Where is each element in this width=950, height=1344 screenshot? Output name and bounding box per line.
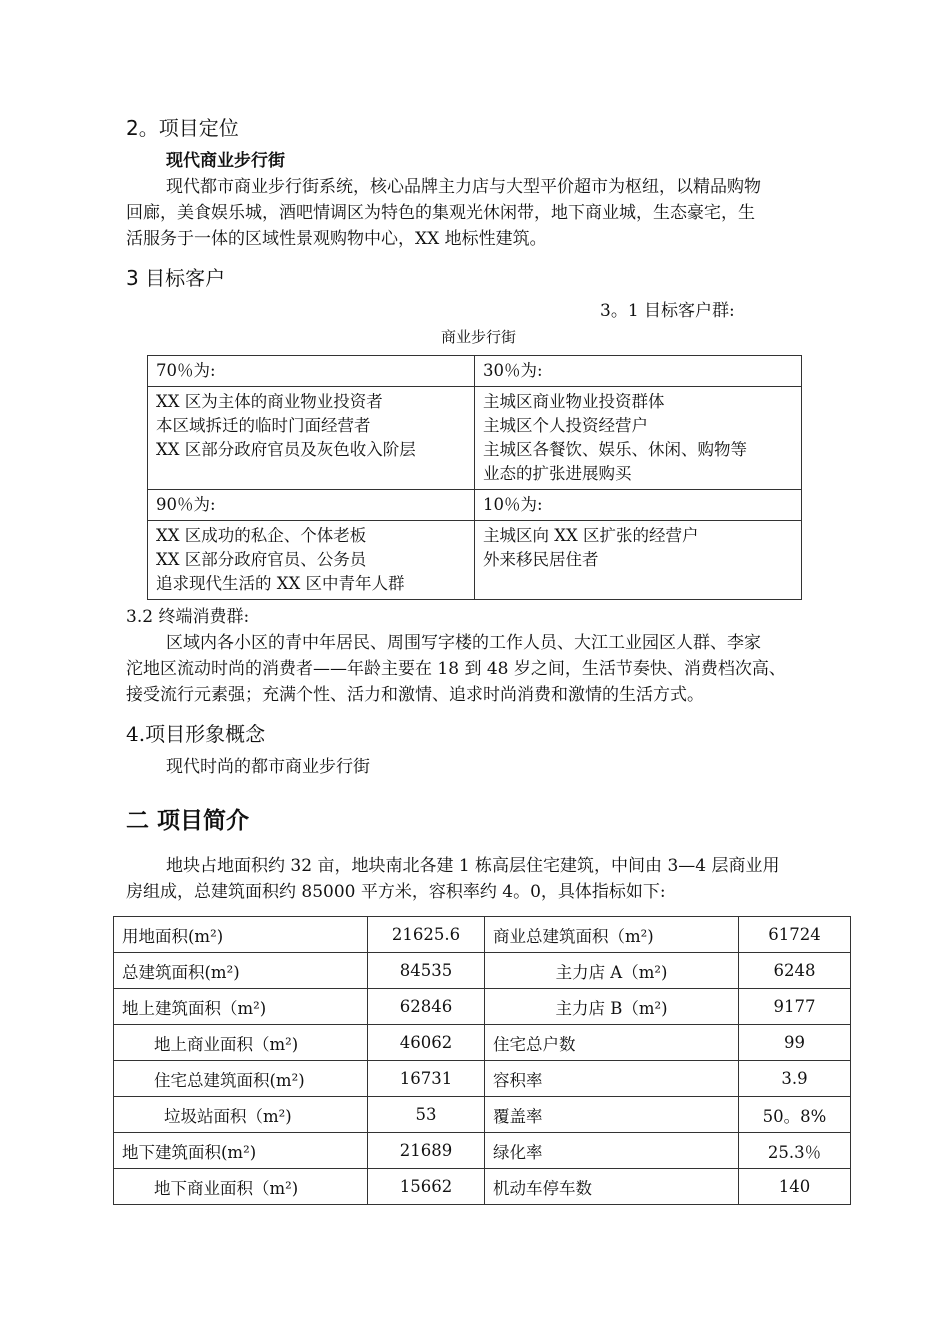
section-heading: 4.项目形象概念 (126, 722, 266, 746)
table-cell: 地下建筑面积(m²) (114, 1133, 368, 1169)
table-cell: 住宅总户数 (485, 1025, 739, 1061)
table-cell: 61724 (739, 917, 851, 953)
table-cell-line: 外来移民居住者 (483, 550, 599, 569)
table-row (114, 917, 851, 953)
table-cell: 25.3％ (739, 1133, 851, 1169)
table-cell: 主力店 B（m²) (485, 989, 739, 1025)
subheading: 现代商业步行街 (166, 151, 285, 171)
table-cell: 140 (739, 1169, 851, 1205)
table-row (114, 1025, 851, 1061)
target-customer-table (147, 355, 802, 600)
table-cell: 绿化率 (485, 1133, 739, 1169)
table-cell: 机动车停车数 (485, 1169, 739, 1205)
part-heading: 二 项目简介 (126, 808, 250, 834)
paragraph-line: 接受流行元素强；充满个性、活力和激情、追求时尚消费和激情的生活方式。 (126, 685, 704, 705)
table-cell: 21625.6 (368, 917, 485, 953)
table-cell-line: 业态的扩张进展购买 (483, 464, 632, 483)
table-cell: 70％为: (156, 361, 216, 380)
paragraph-line: 活服务于一体的区域性景观购物中心，XX 地标性建筑。 (126, 229, 547, 249)
paragraph-line: 地块占地面积约 32 亩，地块南北各建 1 栋高层住宅建筑，中间由 3—4 层商业用 (166, 856, 780, 876)
table-row (148, 356, 802, 387)
table-cell-line: 追求现代生活的 XX 区中青年人群 (156, 574, 405, 593)
section-heading: 3 目标客户 (126, 266, 226, 290)
table-cell: 30％为: (483, 361, 543, 380)
table-cell: 99 (739, 1025, 851, 1061)
paragraph-line: 沱地区流动时尚的消费者——年龄主要在 18 到 48 岁之间，生活节奏快、消费档次高、 (126, 659, 786, 679)
table-cell: 21689 (368, 1133, 485, 1169)
table-caption: 商业步行街 (441, 328, 517, 346)
subsection-label: 3.2 终端消费群: (126, 607, 250, 627)
table-cell: 总建筑面积(m²) (114, 953, 368, 989)
table-cell: 地下商业面积（m²) (114, 1169, 368, 1205)
paragraph-line: 现代都市商业步行街系统，核心品牌主力店与大型平价超市为枢纽，以精品购物 (166, 177, 761, 197)
table-cell-line: 主城区商业物业投资群体 (483, 392, 665, 411)
table-row (114, 1169, 851, 1205)
table-row (114, 1061, 851, 1097)
table-cell: 用地面积(m²) (114, 917, 368, 953)
table-row (114, 1097, 851, 1133)
table-cell: 地上商业面积（m²) (114, 1025, 368, 1061)
subsection-label: 3。1 目标客户群: (600, 301, 735, 321)
table-cell: 53 (368, 1097, 485, 1133)
table-cell: 6248 (739, 953, 851, 989)
table-cell: 15662 (368, 1169, 485, 1205)
table-cell-line: 主城区各餐饮、娱乐、休闲、购物等 (483, 440, 747, 459)
table-cell: 地上建筑面积（m²) (114, 989, 368, 1025)
table-cell: 商业总建筑面积（m²) (485, 917, 739, 953)
table-cell: 住宅总建筑面积(m²) (114, 1061, 368, 1097)
paragraph-line: 房组成，总建筑面积约 85000 平方米，容积率约 4。0，具体指标如下: (126, 882, 666, 902)
table-cell-line: 本区域拆迁的临时门面经营者 (156, 416, 371, 435)
table-cell-line: XX 区成功的私企、个体老板 (156, 526, 367, 545)
table-cell: 覆盖率 (485, 1097, 739, 1133)
table-cell: 3.9 (739, 1061, 851, 1097)
table-cell: 62846 (368, 989, 485, 1025)
table-cell: 84535 (368, 953, 485, 989)
table-cell-line: XX 区为主体的商业物业投资者 (156, 392, 383, 411)
paragraph-line: 现代时尚的都市商业步行街 (166, 757, 370, 777)
table-cell: 90％为: (156, 495, 216, 514)
table-row (148, 490, 802, 521)
table-cell-line: 主城区向 XX 区扩张的经营户 (483, 526, 699, 545)
table-row (114, 1133, 851, 1169)
table-cell-line: 主城区个人投资经营户 (483, 416, 648, 435)
table-row (148, 521, 802, 600)
table-row (148, 387, 802, 490)
table-cell: 主力店 A（m²) (485, 953, 739, 989)
table-cell: 10％为: (483, 495, 543, 514)
project-indicators-table (113, 916, 851, 1205)
section-heading: 2。项目定位 (126, 116, 239, 140)
table-cell-line: XX 区部分政府官员、公务员 (156, 550, 367, 569)
paragraph-line: 回廊，美食娱乐城，酒吧情调区为特色的集观光休闲带，地下商业城，生态豪宅，生 (126, 203, 755, 223)
table-row (114, 953, 851, 989)
table-cell: 容积率 (485, 1061, 739, 1097)
paragraph-line: 区域内各小区的青中年居民、周围写字楼的工作人员、大江工业园区人群、李家 (166, 633, 761, 653)
table-cell: 50。8% (739, 1097, 851, 1133)
table-cell-line: XX 区部分政府官员及灰色收入阶层 (156, 440, 416, 459)
table-cell: 46062 (368, 1025, 485, 1061)
table-cell: 垃圾站面积（m²) (114, 1097, 368, 1133)
table-cell: 16731 (368, 1061, 485, 1097)
table-row (114, 989, 851, 1025)
table-cell: 9177 (739, 989, 851, 1025)
